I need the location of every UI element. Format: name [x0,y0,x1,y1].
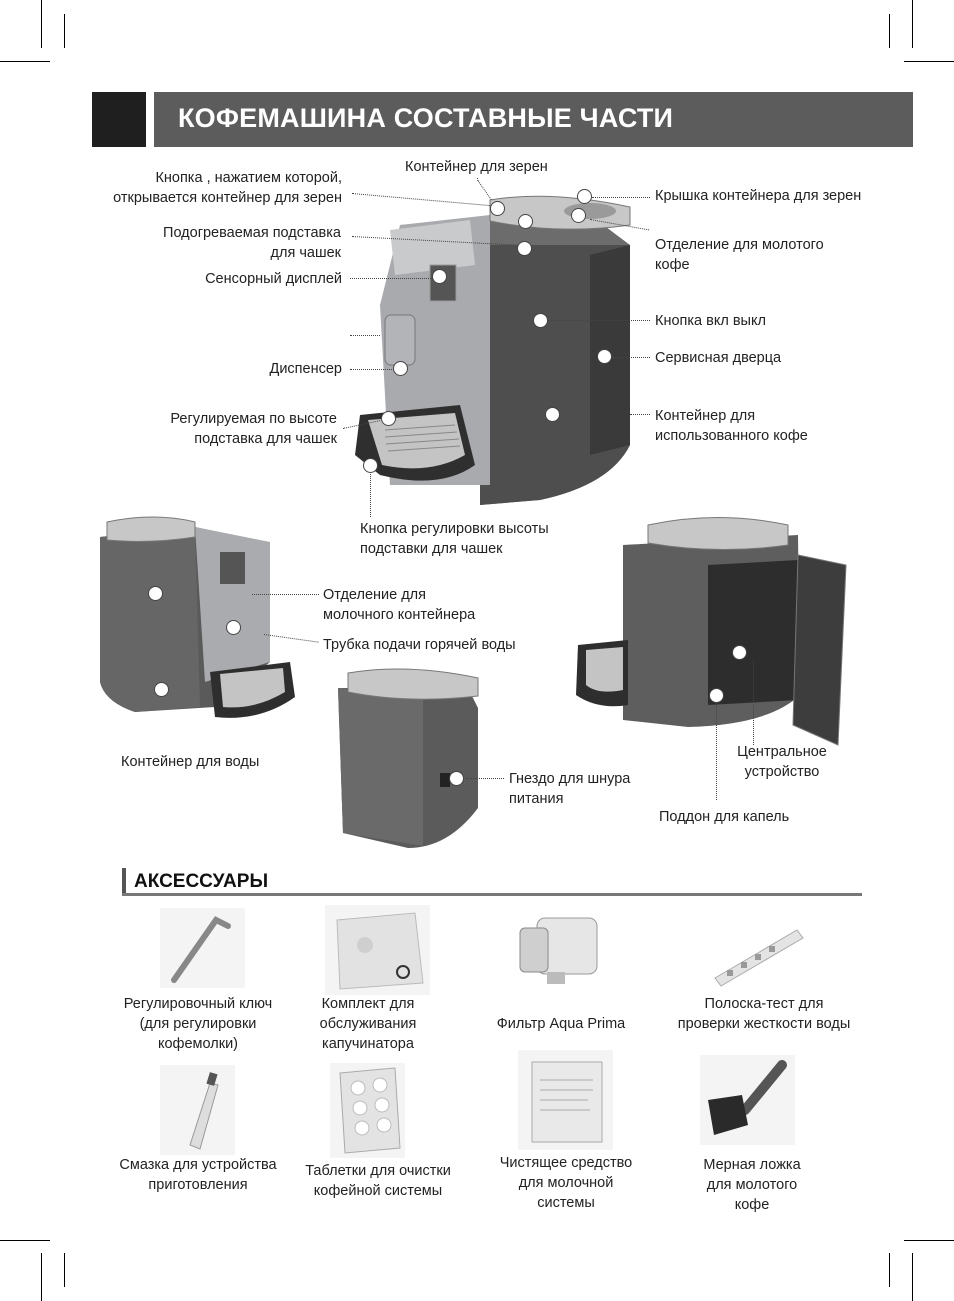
coffee-machine-rear-illustration [328,668,493,853]
accessory-label: Смазка для устройства приготовления [119,1157,277,1193]
coffee-machine-side-illustration [85,512,315,737]
marker-dot [148,586,163,601]
label-water-tank: Контейнер для воды [121,754,260,770]
label-cup-stand: Регулируемая по высоте подставка для чашек [170,411,337,447]
section-title: АКСЕССУАРЫ [134,871,269,892]
label-hot-water-pipe: Трубка подачи горячей воды [323,637,516,653]
label-touch-display: Сенсорный дисплей [205,271,342,287]
section-underline [122,893,862,896]
label-milk-compartment: Отделение для молочного контейнера [323,587,476,623]
accessory-label: Фильтр Aqua Prima [496,1016,626,1032]
header-block [92,92,146,147]
label-ground-compartment: Отделение для молотого кофе [655,237,824,273]
test-strip-icon [705,918,810,988]
marker-dot [533,313,548,328]
label-power-button: Кнопка вкл выкл [655,313,766,329]
label-grounds-container: Контейнер для использованного кофе [655,408,808,444]
grease-tube-icon [160,1065,235,1155]
tablets-icon [330,1063,405,1158]
marker-dot [545,407,560,422]
measuring-scoop-icon [700,1055,795,1145]
coffee-machine-front-illustration [290,185,650,515]
label-drip-tray: Поддон для капель [659,809,790,825]
water-filter-icon [512,910,607,990]
label-service-door: Сервисная дверца [655,350,782,366]
marker-dot [577,189,592,204]
coffee-machine-open-door-illustration [568,505,858,750]
accessory-label: Регулировочный ключ (для регулировки кофемолки) [123,996,273,1052]
marker-dot [732,645,747,660]
marker-dot [432,269,447,284]
cleaner-sachet-icon [518,1050,613,1150]
label-brew-unit: Центральное устройство [737,744,827,780]
label-power-socket: Гнездо для шнура питания [509,771,631,807]
accessory-label: Комплект для обслуживания капучинатора [319,996,417,1052]
page-title: КОФЕМАШИНА СОСТАВНЫЕ ЧАСТИ [178,103,674,133]
marker-dot [571,208,586,223]
label-dispenser: Диспенсер [269,361,342,377]
label-bean-lid: Крышка контейнера для зерен [655,188,862,204]
service-kit-icon [325,905,430,995]
accessory-label: Мерная ложка для молотого кофе [703,1157,801,1213]
marker-dot [226,620,241,635]
marker-dot [517,241,532,256]
marker-dot [449,771,464,786]
section-bar [122,868,126,896]
marker-dot [597,349,612,364]
wrench-icon [160,908,245,988]
marker-dot [363,458,378,473]
marker-dot [518,214,533,229]
label-height-button: Кнопка регулировки высоты подставки для чашек [360,521,549,557]
marker-dot [154,682,169,697]
marker-dot [393,361,408,376]
marker-dot [490,201,505,216]
marker-dot [709,688,724,703]
accessory-label: Чистящее средство для молочной системы [499,1155,633,1211]
label-bean-open-button: Кнопка , нажатием которой, открывается контейнер для зерен [113,170,342,206]
label-heated-tray: Подогреваемая подставка для чашек [163,225,341,261]
marker-dot [381,411,396,426]
accessory-label: Таблетки для очистки кофейной системы [305,1163,451,1199]
accessory-label: Полоска-тест для проверки жесткости воды [677,996,851,1032]
label-bean-container: Контейнер для зерен [405,159,548,175]
